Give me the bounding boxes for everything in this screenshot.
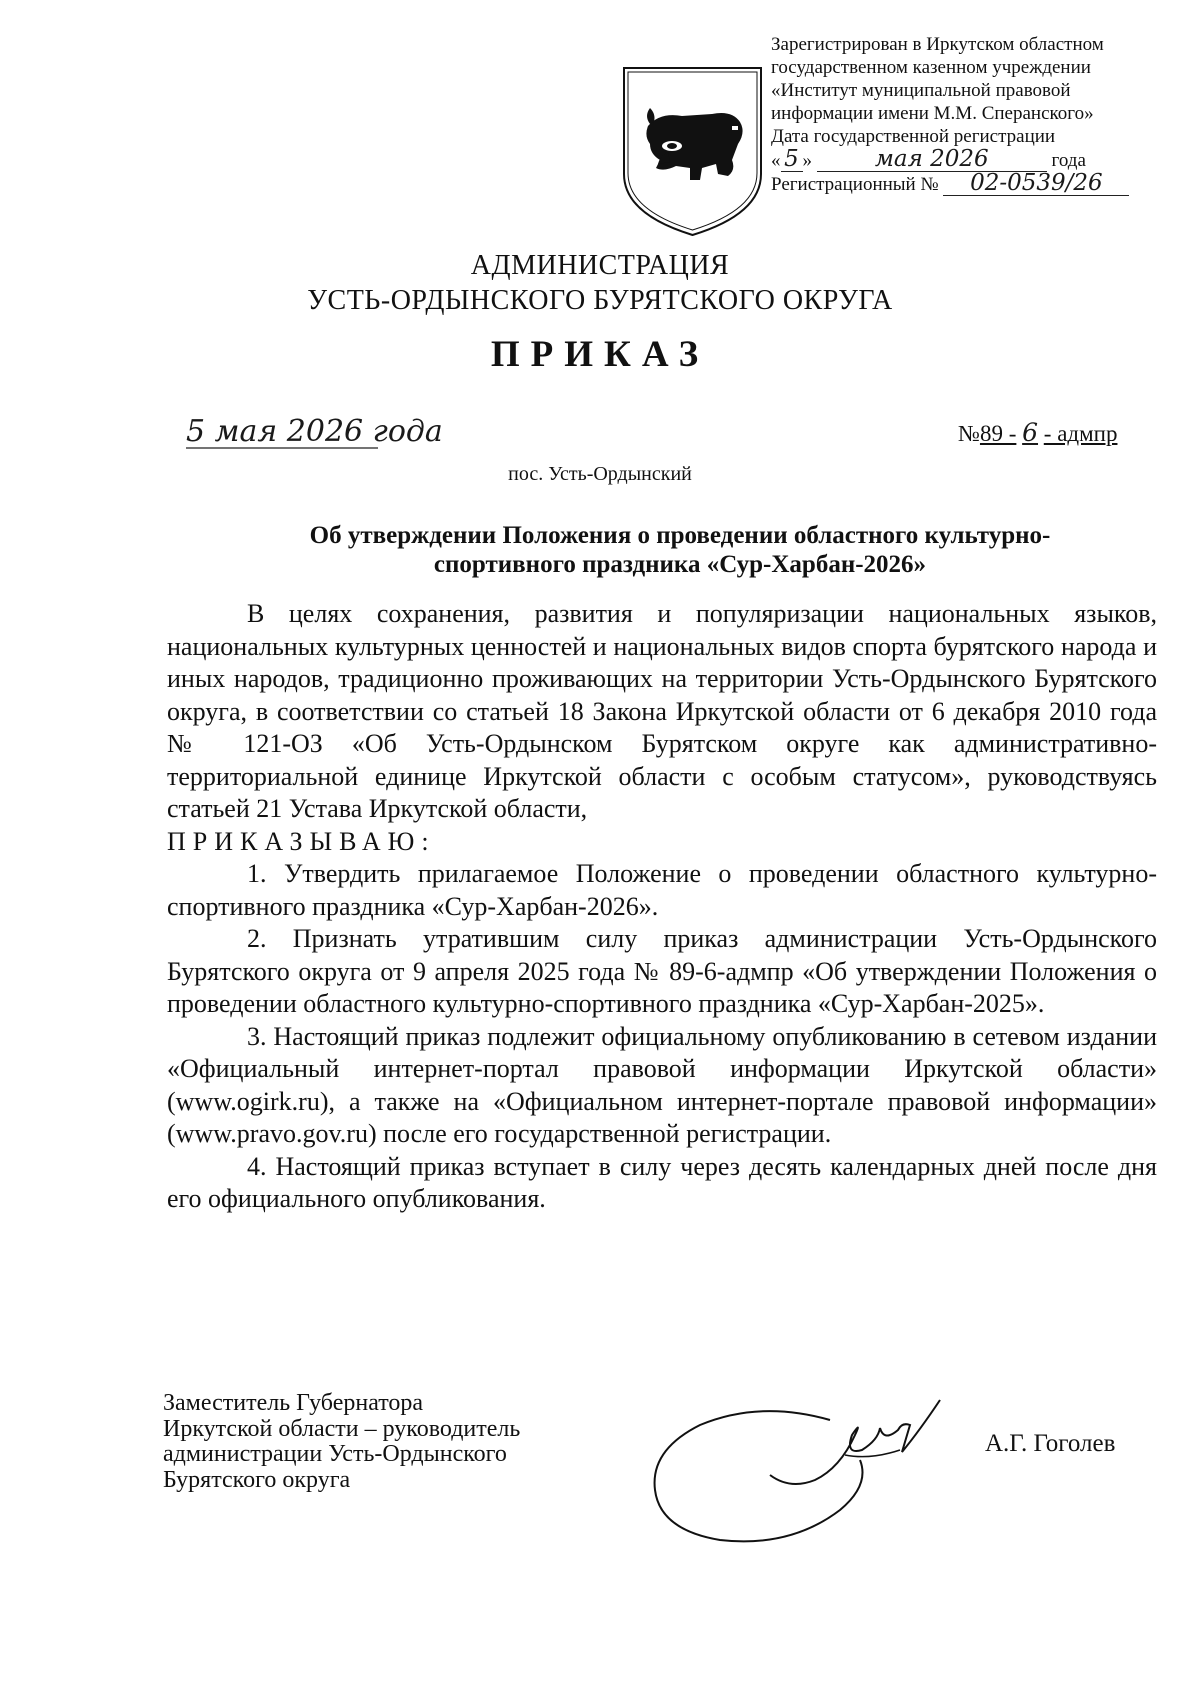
document-type: ПРИКАЗ [490,334,710,375]
order-number [958,418,1117,447]
order-item-4: 4. Настоящий приказ вступает в силу через десять календарных дней после дня его официального опубликования. [167,1151,1157,1213]
registration-date-line [771,148,1151,172]
document-title [230,521,1130,579]
order-item-1: 1. Утвердить прилагаемое Положение о проведении областного культурно-спортивного праздника «Сур-Харбан-2026». [167,859,1157,921]
registration-date-day: 5 [781,148,803,172]
registration-number-line [771,172,1151,196]
registration-date-open-quote: « [771,150,781,171]
registration-date-month-year: мая 2026 [817,148,1047,172]
place-of-issue: пос. Усть-Ордынский [508,463,692,485]
preamble-paragraph: В целях сохранения, развития и популяризации национальных языков, национальных культурных ценностей и национальных видов спорта бурятского народа и иных народов, традиционно проживающих на территории Усть-Ордынского Бурятского округа, в соответствии со статьей 18 Закона Иркутской области от 6 декабря 2010 года № 121-ОЗ «Об Усть-Ордынском Бурятском округе как административно-территориальной единице Иркутской области с особым статусом», руководствуясь статьей 21 Устава Иркутской области, [167,599,1157,823]
order-number-prefix: № [958,421,980,446]
signer-position-line: Бурятского округа [163,1466,351,1493]
date-underline [186,446,378,450]
signer-position-line: Иркутской области – руководитель [163,1415,521,1442]
registration-line: государственном казенном учреждении [771,57,1091,78]
signer-name: А.Г. Гоголев [985,1430,1116,1457]
order-number-handwritten: 6 [1022,418,1039,447]
registration-line: информации имени М.М. Сперанского» [771,103,1094,124]
signer-position [163,1391,520,1493]
document-title-line: спортивного праздника «Сур-Харбан-2026» [433,551,927,578]
signer-position-line: администрации Усть-Ордынского [163,1441,507,1467]
order-number-suffix: - адмпр [1043,421,1118,446]
handwritten-signature [640,1380,990,1560]
registration-number-value: 02-0539/26 [943,172,1129,196]
document-body [167,598,1157,1216]
administration-title: АДМИНИСТРАЦИЯ [470,250,730,281]
administration-subtitle: УСТЬ-ОРДЫНСКОГО БУРЯТСКОГО ОКРУГА [307,285,893,316]
registration-date-close-quote: » [802,150,812,171]
registration-date-suffix: года [1051,150,1086,171]
order-date-handwritten: 5 мая 2026 года [186,414,443,449]
signer-position-line: Заместитель Губернатора [163,1390,424,1416]
order-item-3: 3. Настоящий приказ подлежит официальному опубликованию в сетевом издании «Официальный интернет-портал правовой информации Иркутской области» (www.ogirk.ru), а также на «Официальном интернет-портале правовой информации» (www.pravo.gov.ru) после его государственной регистрации. [167,1021,1157,1148]
registration-line: «Институт муниципальной правовой [771,80,1071,101]
registration-block [771,33,1151,196]
registration-line: Зарегистрирован в Иркутском областном [771,34,1104,55]
coat-of-arms-emblem [620,64,765,239]
document-title-line: Об утверждении Положения о проведении областного культурно- [309,522,1051,549]
registration-number-label: Регистрационный № [771,174,939,195]
registration-line: Дата государственной регистрации [771,126,1056,147]
order-item-2: 2. Признать утратившим силу приказ администрации Усть-Ордынского Бурятского округа от 9 апреля 2025 года № 89-6-адмпр «Об утверждении Положения о проведении областного культурно-спортивного праздника «Сур-Харбан-2025». [167,924,1157,1018]
order-number-part1: 89 - [979,421,1017,446]
prikazyvayu-heading: ПРИКАЗЫВАЮ: [167,826,436,856]
